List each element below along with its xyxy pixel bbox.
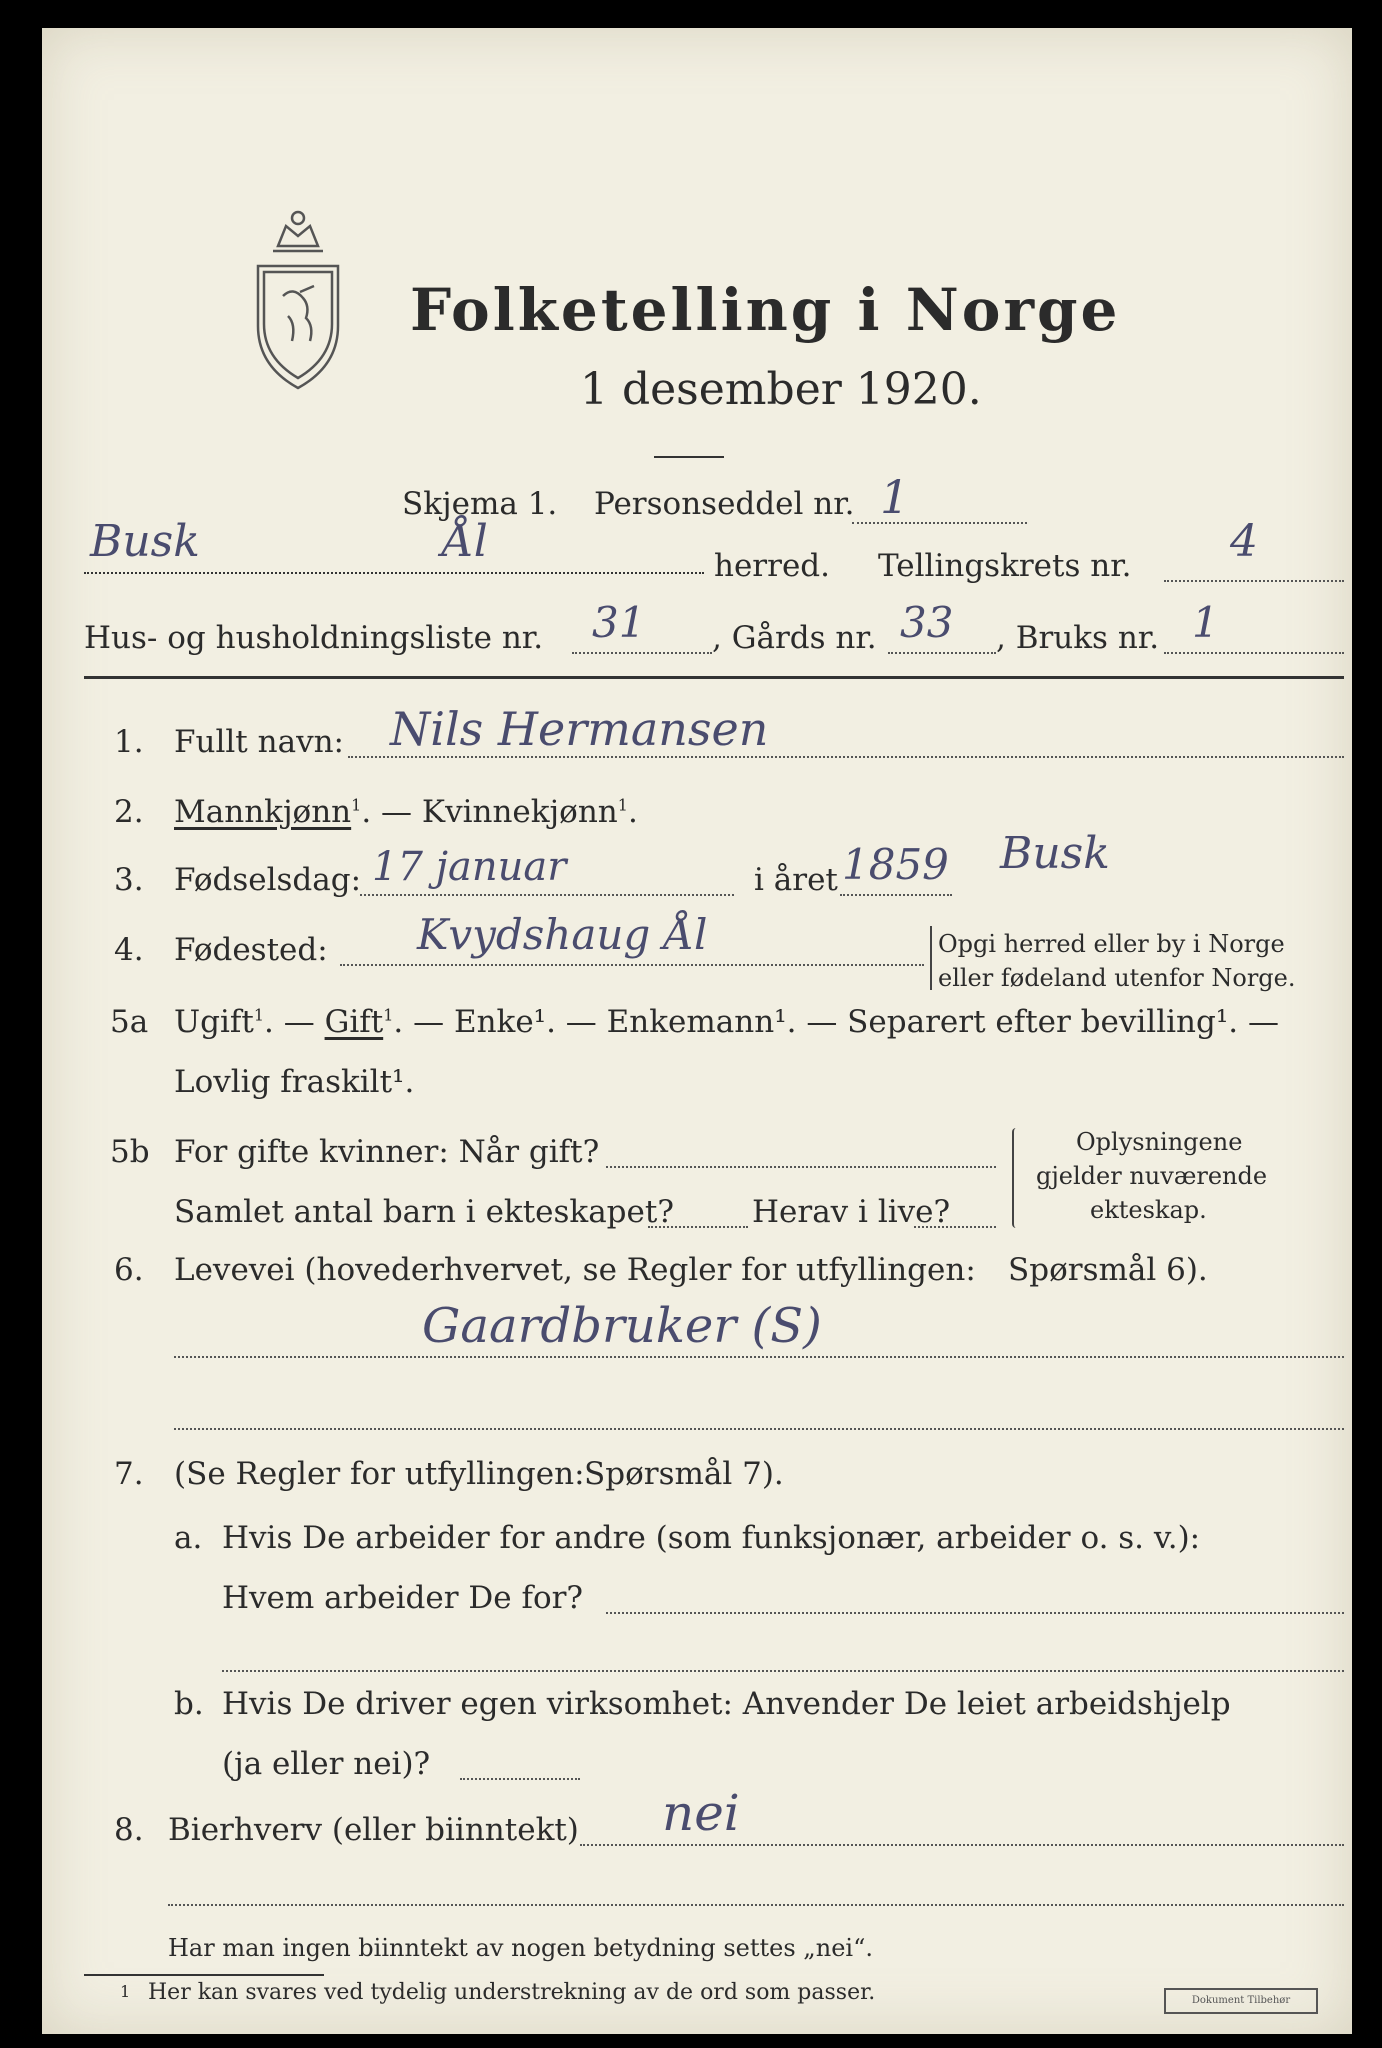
- footnote-divider: [84, 1974, 324, 1976]
- q5b-number: 5b: [110, 1134, 150, 1170]
- q6-field-1: [174, 1356, 1344, 1358]
- tellingskrets-value: 4: [1230, 516, 1258, 567]
- q5a-gift-option: Gift: [324, 1004, 384, 1040]
- q2-number: 2.: [114, 794, 144, 830]
- q5b-children-label: Samlet antal barn i ekteskapet?: [174, 1194, 674, 1230]
- q7a-number: a.: [174, 1520, 203, 1556]
- q7-number: 7.: [114, 1456, 144, 1492]
- q1-number: 1.: [114, 724, 144, 760]
- section-divider: [84, 676, 1344, 679]
- q7b-answer-label: (ja eller nei)?: [222, 1746, 431, 1782]
- herred-value-1: Busk: [90, 516, 200, 567]
- q7a-label: Hvis De arbeider for andre (som funksjonær, arbeider o. s. v.):: [222, 1520, 1201, 1556]
- husliste-value: 31: [592, 598, 646, 647]
- husliste-field: [572, 652, 712, 654]
- q5a-ugift-option: Ugift: [174, 1004, 254, 1040]
- q1-field: [348, 756, 1344, 758]
- q5a-other-options: — Enke¹. — Enkemann¹. — Separert efter bevilling¹. —: [413, 1004, 1279, 1040]
- q2-male-option: Mannkjønn: [174, 794, 352, 830]
- q7b-label: Hvis De driver egen virksomhet: Anvender De leiet arbeidshjelp: [222, 1686, 1231, 1722]
- personseddel-field: [852, 522, 1027, 524]
- q3-year-value: 1859: [842, 840, 949, 889]
- archive-stamp: Dokument Tilbehør: [1164, 1988, 1318, 2014]
- q7b-answer-field: [460, 1778, 580, 1780]
- q4-field: [340, 964, 924, 966]
- skjema-label: Skjema 1.: [402, 486, 558, 522]
- census-form: [42, 28, 1352, 2034]
- tellingskrets-field: [1164, 580, 1344, 582]
- q5b-note-line-3: ekteskap.: [1090, 1196, 1207, 1224]
- q4-label: Fødested:: [174, 932, 328, 968]
- q7a-employer-label: Hvem arbeider De for?: [222, 1580, 584, 1616]
- q6-field-2: [174, 1428, 1344, 1430]
- q3-label: Fødselsdag:: [174, 862, 362, 898]
- q5b-alive-field: [914, 1226, 996, 1228]
- q3-year-field: [840, 894, 952, 896]
- gards-label: , Gårds nr.: [712, 620, 877, 656]
- q8-value: nei: [662, 1784, 740, 1842]
- tellingskrets-label: Tellingskrets nr.: [878, 548, 1132, 584]
- q1-value: Nils Hermansen: [390, 702, 769, 756]
- q3-number: 3.: [114, 862, 144, 898]
- q5a-line2: Lovlig fraskilt¹.: [174, 1064, 415, 1100]
- personseddel-value: 1: [880, 470, 910, 524]
- q5b-alive-label: Herav i live?: [752, 1194, 951, 1230]
- title-divider: [654, 456, 724, 458]
- q5a-options: Ugift$^1$. — Gift$^1$. — Enke¹. — Enkemann¹. — Separert efter bevilling¹. —: [174, 1004, 1279, 1040]
- q1-label: Fullt navn:: [174, 724, 344, 760]
- personseddel-label: Personseddel nr.: [594, 486, 855, 522]
- q8-number: 8.: [114, 1812, 144, 1848]
- census-date: 1 desember 1920.: [580, 364, 982, 415]
- q6-number: 6.: [114, 1252, 144, 1288]
- q2-footnote-ref-2: 1: [617, 795, 628, 815]
- q5b-children-field: [648, 1226, 748, 1228]
- bruks-value: 1: [1192, 598, 1219, 647]
- q4-value: Kvydshaug Ål: [417, 910, 708, 959]
- q8-label: Bierhverv (eller biinntekt): [168, 1812, 579, 1848]
- q8-field-2: [168, 1904, 1344, 1906]
- q6-label: Levevei (hovederhvervet, se Regler for utfyllingen:: [174, 1252, 976, 1288]
- q2-sex-options: [174, 794, 638, 830]
- q4-note-line-2: eller fødeland utenfor Norge.: [938, 964, 1296, 992]
- q7a-employer-field-2: [222, 1670, 1344, 1672]
- q7-reference: Spørsmål 7).: [584, 1456, 784, 1492]
- herred-label: herred.: [714, 548, 830, 584]
- husliste-label: Hus- og husholdningsliste nr.: [84, 620, 544, 656]
- footnote-number: 1: [120, 1982, 131, 2001]
- q5a-number: 5a: [110, 1004, 149, 1040]
- gards-value: 33: [900, 598, 954, 647]
- q7b-number: b.: [174, 1686, 204, 1722]
- q4-bracket: [930, 926, 936, 990]
- q7a-employer-field: [606, 1612, 1344, 1614]
- footer-note: Har man ingen biinntekt av nogen betydning settes „nei“.: [168, 1934, 873, 1962]
- gards-field: [888, 652, 996, 654]
- herred-value-2: Ål: [442, 516, 488, 567]
- coat-of-arms-icon: [248, 206, 348, 396]
- q2-female-option: . — Kvinnekjønn: [361, 794, 618, 830]
- q5b-note-line-1: Oplysningene: [1076, 1128, 1243, 1156]
- q6-value: Gaardbruker (S): [422, 1298, 822, 1354]
- footnote-text: Her kan svares ved tydelig understrekning av de ord som passer.: [148, 1980, 876, 2005]
- q2-end: .: [627, 794, 638, 830]
- q5b-when-field: [606, 1166, 996, 1168]
- q3-year-label: i året: [754, 862, 838, 898]
- q4-note-line-1: Opgi herred eller by i Norge: [938, 930, 1285, 958]
- form-title: Folketelling i Norge: [410, 276, 1121, 344]
- q3-value: 17 januar: [372, 844, 567, 890]
- q7-label: (Se Regler for utfyllingen:: [174, 1456, 585, 1492]
- bruks-field: [1164, 652, 1344, 654]
- q5b-label: For gifte kvinner: Når gift?: [174, 1134, 600, 1170]
- q3-field: [360, 894, 734, 896]
- bruks-label: , Bruks nr.: [996, 620, 1160, 656]
- q5b-note-line-2: gjelder nuværende: [1036, 1162, 1268, 1190]
- herred-field: [84, 572, 704, 574]
- q3-extra-annotation: Busk: [1000, 828, 1110, 879]
- q2-footnote-ref-1: 1: [351, 795, 362, 815]
- q4-number: 4.: [114, 932, 144, 968]
- q6-reference: Spørsmål 6).: [1008, 1252, 1208, 1288]
- q5b-brace: [1012, 1128, 1020, 1228]
- q8-field: [580, 1844, 1344, 1846]
